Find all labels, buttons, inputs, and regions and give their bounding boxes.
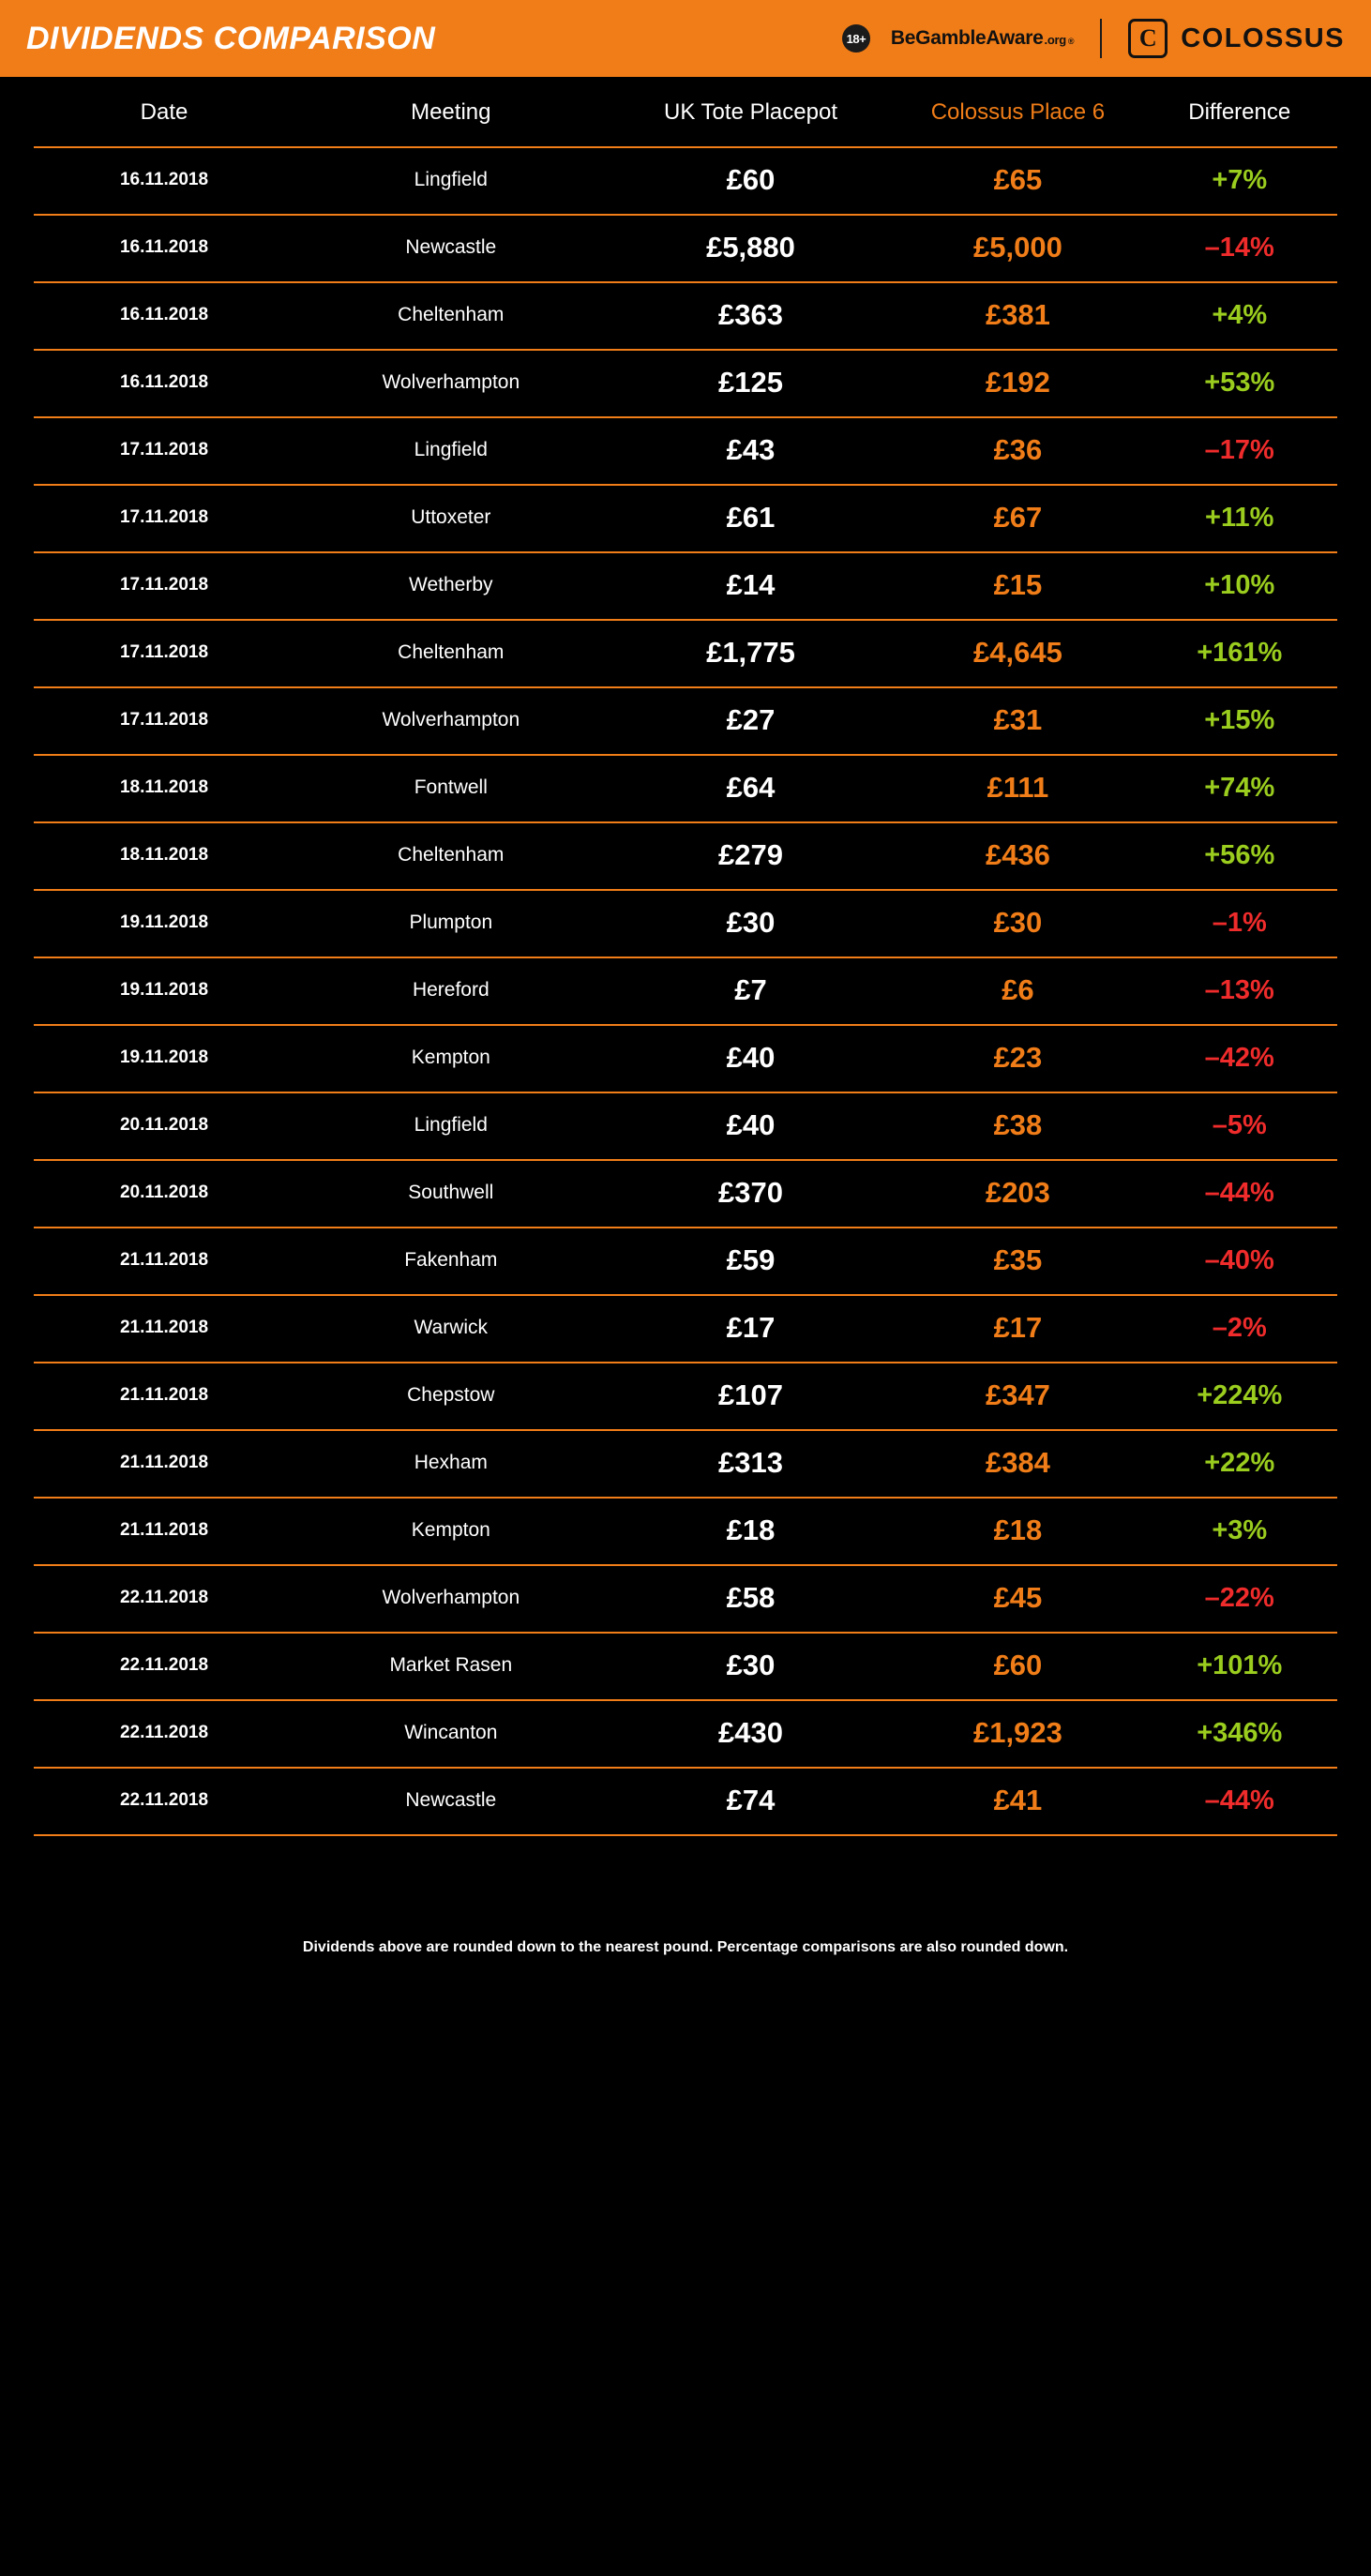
cell-meeting: Lingfield bbox=[294, 1092, 608, 1160]
header-right-group bbox=[842, 19, 1345, 58]
cell-difference: –13% bbox=[1141, 957, 1337, 1025]
cell-date: 19.11.2018 bbox=[34, 957, 294, 1025]
cell-difference: +7% bbox=[1141, 147, 1337, 215]
cell-date: 17.11.2018 bbox=[34, 687, 294, 755]
cell-uk-tote-placepot: £61 bbox=[608, 485, 895, 552]
cell-uk-tote-placepot: £64 bbox=[608, 755, 895, 822]
cell-difference: +56% bbox=[1141, 822, 1337, 890]
table-row bbox=[34, 890, 1337, 957]
table-row bbox=[34, 1498, 1337, 1565]
cell-date: 21.11.2018 bbox=[34, 1295, 294, 1363]
cell-colossus-place-6: £30 bbox=[894, 890, 1141, 957]
cell-date: 20.11.2018 bbox=[34, 1092, 294, 1160]
begambleaware-be: Be bbox=[890, 27, 916, 49]
table-row bbox=[34, 620, 1337, 687]
cell-uk-tote-placepot: £40 bbox=[608, 1092, 895, 1160]
cell-difference: +161% bbox=[1141, 620, 1337, 687]
cell-meeting: Cheltenham bbox=[294, 282, 608, 350]
cell-meeting: Uttoxeter bbox=[294, 485, 608, 552]
cell-colossus-place-6: £111 bbox=[894, 755, 1141, 822]
cell-date: 22.11.2018 bbox=[34, 1565, 294, 1633]
cell-date: 16.11.2018 bbox=[34, 215, 294, 282]
table-row bbox=[34, 1295, 1337, 1363]
cell-meeting: Kempton bbox=[294, 1498, 608, 1565]
cell-uk-tote-placepot: £30 bbox=[608, 1633, 895, 1700]
cell-uk-tote-placepot: £430 bbox=[608, 1700, 895, 1768]
cell-difference: +346% bbox=[1141, 1700, 1337, 1768]
cell-colossus-place-6: £1,923 bbox=[894, 1700, 1141, 1768]
dividends-table bbox=[34, 77, 1337, 1836]
cell-date: 19.11.2018 bbox=[34, 1025, 294, 1092]
cell-meeting: Wolverhampton bbox=[294, 350, 608, 417]
cell-meeting: Fakenham bbox=[294, 1228, 608, 1295]
cell-date: 19.11.2018 bbox=[34, 890, 294, 957]
cell-difference: –42% bbox=[1141, 1025, 1337, 1092]
table-row bbox=[34, 1430, 1337, 1498]
cell-colossus-place-6: £31 bbox=[894, 687, 1141, 755]
cell-difference: –1% bbox=[1141, 890, 1337, 957]
table-row bbox=[34, 1700, 1337, 1768]
cell-difference: +3% bbox=[1141, 1498, 1337, 1565]
cell-date: 21.11.2018 bbox=[34, 1498, 294, 1565]
cell-meeting: Newcastle bbox=[294, 215, 608, 282]
colossus-wordmark: COLOSSUS bbox=[1181, 23, 1345, 53]
cell-difference: –14% bbox=[1141, 215, 1337, 282]
cell-meeting: Lingfield bbox=[294, 417, 608, 485]
cell-date: 16.11.2018 bbox=[34, 350, 294, 417]
cell-difference: –44% bbox=[1141, 1160, 1337, 1228]
cell-date: 21.11.2018 bbox=[34, 1430, 294, 1498]
registered-trademark-icon: ® bbox=[1067, 37, 1075, 46]
cell-difference: +101% bbox=[1141, 1633, 1337, 1700]
cell-difference: –17% bbox=[1141, 417, 1337, 485]
cell-uk-tote-placepot: £74 bbox=[608, 1768, 895, 1835]
column-header-meeting: Meeting bbox=[411, 99, 491, 125]
cell-uk-tote-placepot: £43 bbox=[608, 417, 895, 485]
begambleaware-logo[interactable] bbox=[891, 27, 1074, 50]
table-row bbox=[34, 282, 1337, 350]
cell-uk-tote-placepot: £58 bbox=[608, 1565, 895, 1633]
cell-uk-tote-placepot: £27 bbox=[608, 687, 895, 755]
age-restriction-icon: 18+ bbox=[842, 24, 870, 53]
table-row bbox=[34, 1025, 1337, 1092]
table-row bbox=[34, 1092, 1337, 1160]
cell-difference: +4% bbox=[1141, 282, 1337, 350]
table-row bbox=[34, 147, 1337, 215]
cell-colossus-place-6: £347 bbox=[894, 1363, 1141, 1430]
table-row bbox=[34, 822, 1337, 890]
table-row bbox=[34, 215, 1337, 282]
cell-colossus-place-6: £65 bbox=[894, 147, 1141, 215]
cell-colossus-place-6: £192 bbox=[894, 350, 1141, 417]
cell-difference: +10% bbox=[1141, 552, 1337, 620]
cell-colossus-place-6: £381 bbox=[894, 282, 1141, 350]
table-row bbox=[34, 957, 1337, 1025]
cell-uk-tote-placepot: £40 bbox=[608, 1025, 895, 1092]
cell-colossus-place-6: £436 bbox=[894, 822, 1141, 890]
cell-date: 16.11.2018 bbox=[34, 282, 294, 350]
table-row bbox=[34, 1768, 1337, 1835]
table-row bbox=[34, 417, 1337, 485]
cell-colossus-place-6: £15 bbox=[894, 552, 1141, 620]
table-header bbox=[34, 77, 1337, 147]
cell-difference: –2% bbox=[1141, 1295, 1337, 1363]
cell-colossus-place-6: £36 bbox=[894, 417, 1141, 485]
header-divider bbox=[1100, 19, 1102, 58]
cell-difference: –22% bbox=[1141, 1565, 1337, 1633]
column-header-difference: Difference bbox=[1188, 99, 1291, 125]
cell-meeting: Warwick bbox=[294, 1295, 608, 1363]
table-row bbox=[34, 485, 1337, 552]
cell-difference: +74% bbox=[1141, 755, 1337, 822]
cell-difference: +15% bbox=[1141, 687, 1337, 755]
cell-meeting: Cheltenham bbox=[294, 620, 608, 687]
cell-difference: +11% bbox=[1141, 485, 1337, 552]
cell-meeting: Chepstow bbox=[294, 1363, 608, 1430]
cell-colossus-place-6: £35 bbox=[894, 1228, 1141, 1295]
cell-uk-tote-placepot: £17 bbox=[608, 1295, 895, 1363]
cell-uk-tote-placepot: £7 bbox=[608, 957, 895, 1025]
cell-date: 17.11.2018 bbox=[34, 620, 294, 687]
cell-date: 21.11.2018 bbox=[34, 1228, 294, 1295]
cell-uk-tote-placepot: £60 bbox=[608, 147, 895, 215]
cell-difference: –40% bbox=[1141, 1228, 1337, 1295]
cell-difference: –44% bbox=[1141, 1768, 1337, 1835]
colossus-mark-icon: C bbox=[1128, 19, 1168, 58]
cell-meeting: Southwell bbox=[294, 1160, 608, 1228]
cell-uk-tote-placepot: £5,880 bbox=[608, 215, 895, 282]
cell-colossus-place-6: £6 bbox=[894, 957, 1141, 1025]
table-header-row bbox=[34, 77, 1337, 147]
begambleaware-aware: Aware bbox=[986, 27, 1044, 49]
cell-difference: –5% bbox=[1141, 1092, 1337, 1160]
cell-uk-tote-placepot: £18 bbox=[608, 1498, 895, 1565]
begambleaware-org: .org bbox=[1044, 33, 1066, 47]
cell-uk-tote-placepot: £1,775 bbox=[608, 620, 895, 687]
cell-colossus-place-6: £41 bbox=[894, 1768, 1141, 1835]
table-row bbox=[34, 1160, 1337, 1228]
cell-date: 18.11.2018 bbox=[34, 822, 294, 890]
cell-uk-tote-placepot: £370 bbox=[608, 1160, 895, 1228]
column-header-colossus-place-6: Colossus Place 6 bbox=[930, 99, 1106, 125]
begambleaware-gamble: Gamble bbox=[915, 27, 987, 49]
cell-meeting: Hexham bbox=[294, 1430, 608, 1498]
cell-colossus-place-6: £60 bbox=[894, 1633, 1141, 1700]
cell-colossus-place-6: £203 bbox=[894, 1160, 1141, 1228]
table-row bbox=[34, 687, 1337, 755]
cell-meeting: Hereford bbox=[294, 957, 608, 1025]
cell-meeting: Market Rasen bbox=[294, 1633, 608, 1700]
cell-colossus-place-6: £23 bbox=[894, 1025, 1141, 1092]
cell-meeting: Wetherby bbox=[294, 552, 608, 620]
cell-colossus-place-6: £17 bbox=[894, 1295, 1141, 1363]
cell-date: 17.11.2018 bbox=[34, 552, 294, 620]
cell-uk-tote-placepot: £30 bbox=[608, 890, 895, 957]
table-row bbox=[34, 755, 1337, 822]
cell-colossus-place-6: £5,000 bbox=[894, 215, 1141, 282]
footer-note: Dividends above are rounded down to the nearest pound. Percentage comparisons are also rounded down. bbox=[302, 1939, 1069, 1955]
cell-meeting: Plumpton bbox=[294, 890, 608, 957]
table-row bbox=[34, 1228, 1337, 1295]
cell-date: 16.11.2018 bbox=[34, 147, 294, 215]
cell-colossus-place-6: £67 bbox=[894, 485, 1141, 552]
table-row bbox=[34, 1565, 1337, 1633]
cell-meeting: Fontwell bbox=[294, 755, 608, 822]
page-header bbox=[0, 0, 1371, 77]
colossus-logo[interactable] bbox=[1128, 19, 1345, 58]
cell-uk-tote-placepot: £279 bbox=[608, 822, 895, 890]
cell-date: 20.11.2018 bbox=[34, 1160, 294, 1228]
cell-colossus-place-6: £4,645 bbox=[894, 620, 1141, 687]
cell-meeting: Kempton bbox=[294, 1025, 608, 1092]
table-row bbox=[34, 350, 1337, 417]
cell-meeting: Lingfield bbox=[294, 147, 608, 215]
cell-date: 21.11.2018 bbox=[34, 1363, 294, 1430]
table-row bbox=[34, 552, 1337, 620]
cell-uk-tote-placepot: £125 bbox=[608, 350, 895, 417]
cell-date: 22.11.2018 bbox=[34, 1768, 294, 1835]
cell-colossus-place-6: £18 bbox=[894, 1498, 1141, 1565]
cell-meeting: Cheltenham bbox=[294, 822, 608, 890]
cell-colossus-place-6: £38 bbox=[894, 1092, 1141, 1160]
cell-date: 17.11.2018 bbox=[34, 417, 294, 485]
page-footer bbox=[0, 1939, 1371, 1994]
cell-meeting: Wincanton bbox=[294, 1700, 608, 1768]
cell-difference: +53% bbox=[1141, 350, 1337, 417]
column-header-uk-tote-placepot: UK Tote Placepot bbox=[663, 99, 837, 125]
cell-date: 18.11.2018 bbox=[34, 755, 294, 822]
cell-meeting: Wolverhampton bbox=[294, 687, 608, 755]
cell-difference: +22% bbox=[1141, 1430, 1337, 1498]
cell-colossus-place-6: £45 bbox=[894, 1565, 1141, 1633]
cell-date: 22.11.2018 bbox=[34, 1700, 294, 1768]
cell-difference: +224% bbox=[1141, 1363, 1337, 1430]
cell-uk-tote-placepot: £313 bbox=[608, 1430, 895, 1498]
column-header-date: Date bbox=[140, 99, 188, 125]
table-row bbox=[34, 1633, 1337, 1700]
table-body bbox=[34, 147, 1337, 1835]
cell-uk-tote-placepot: £363 bbox=[608, 282, 895, 350]
page-title: DIVIDENDS COMPARISON bbox=[26, 20, 436, 56]
cell-colossus-place-6: £384 bbox=[894, 1430, 1141, 1498]
table-row bbox=[34, 1363, 1337, 1430]
dividends-table-wrap bbox=[0, 77, 1371, 1836]
cell-meeting: Wolverhampton bbox=[294, 1565, 608, 1633]
cell-date: 22.11.2018 bbox=[34, 1633, 294, 1700]
cell-uk-tote-placepot: £14 bbox=[608, 552, 895, 620]
cell-uk-tote-placepot: £59 bbox=[608, 1228, 895, 1295]
cell-uk-tote-placepot: £107 bbox=[608, 1363, 895, 1430]
cell-meeting: Newcastle bbox=[294, 1768, 608, 1835]
cell-date: 17.11.2018 bbox=[34, 485, 294, 552]
